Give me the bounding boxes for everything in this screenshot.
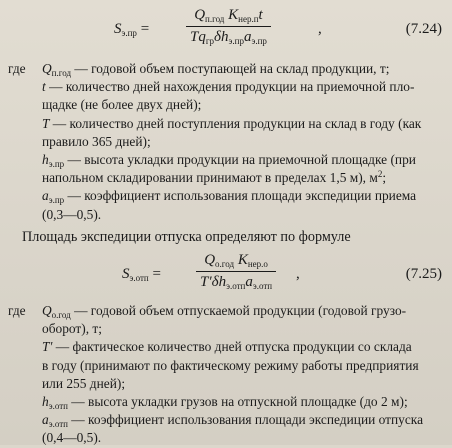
definitions-7-24 xyxy=(0,60,452,224)
def2-row-q: где $Q_{о.год}$ — годовой объем отпускаемой продукции (годовой грузо- xyxy=(8,303,407,320)
eq1-fraction xyxy=(186,7,271,46)
def2-row-a-cont: (0,4—0,5). xyxy=(42,430,102,446)
equation-7-24 xyxy=(0,2,452,64)
def2-row-T-cont2: или 255 дней); xyxy=(42,375,126,391)
eq2-number: (7.25) xyxy=(405,266,442,282)
eq2-comma: , xyxy=(296,266,300,282)
def-row-a-cont: (0,3—0,5). xyxy=(42,206,102,222)
def-row-a: $a_{э.пр}$ — коэффициент использования площади экспедиции приема xyxy=(42,188,417,206)
def2-row-a: $a_{э.отп}$ — коэффициент использования площади экспедиции отпуска xyxy=(42,412,424,430)
paragraph-text: Площадь экспедиции отпуска определяют по формуле xyxy=(22,229,351,245)
def2-row-q-cont: оборот), т; xyxy=(42,321,102,337)
eq1-numerator: $Q_{п.год}$ $K_{нер.п}t$ xyxy=(194,7,263,24)
eq1-number: (7.24) xyxy=(405,21,442,37)
equation-7-25 xyxy=(0,247,452,309)
def-row-t: t — количество дней нахождения продукции на приемочной пло- xyxy=(42,79,415,95)
where-label: где xyxy=(8,61,26,76)
eq2-numerator: $Q_{о.год}$ $K_{нер.о}$ xyxy=(204,252,268,269)
def-row-T-cont: правило 365 дней); xyxy=(42,133,151,149)
eq1-lhs: $S_{э.пр}$ = xyxy=(114,21,150,38)
def-row-h: $h_{э.пр}$ — высота укладки продукции на приемочной площадке (при xyxy=(42,152,416,170)
eq2-fraction xyxy=(196,252,276,291)
def-row-T: T — количество дней поступления продукции на склад в году (как xyxy=(42,115,422,131)
def2-row-T-cont: в году (принимают по фактическому режиму работы предприятия xyxy=(42,357,419,373)
where-label-2: где xyxy=(8,303,26,318)
def2-row-T: T′ — фактическое количество дней отпуска продукции со склада xyxy=(42,339,412,355)
def-row-q: где $Q_{п.год}$ — годовой объем поступающей на склад продукции, т; xyxy=(8,61,390,78)
def2-row-h: $h_{э.отп}$ — высота укладки грузов на отпускной площадке (до 2 м); xyxy=(42,394,408,412)
eq2-lhs: $S_{э.отп}$ = xyxy=(122,266,161,283)
eq1-comma: , xyxy=(318,21,322,37)
eq2-denominator: $T'\delta h_{э.отп}a_{э.отп}$ xyxy=(200,274,273,291)
definitions-7-25 xyxy=(0,302,452,448)
def-row-t-cont: щадке (не более двух дней); xyxy=(42,97,202,113)
def-row-h-cont: напольном складировании принимают в пределах 1,5 м), $м^2$; xyxy=(42,169,387,186)
eq1-denominator: $Tq_{гр}\delta h_{э.пр}a_{э.пр}$ xyxy=(190,29,267,46)
